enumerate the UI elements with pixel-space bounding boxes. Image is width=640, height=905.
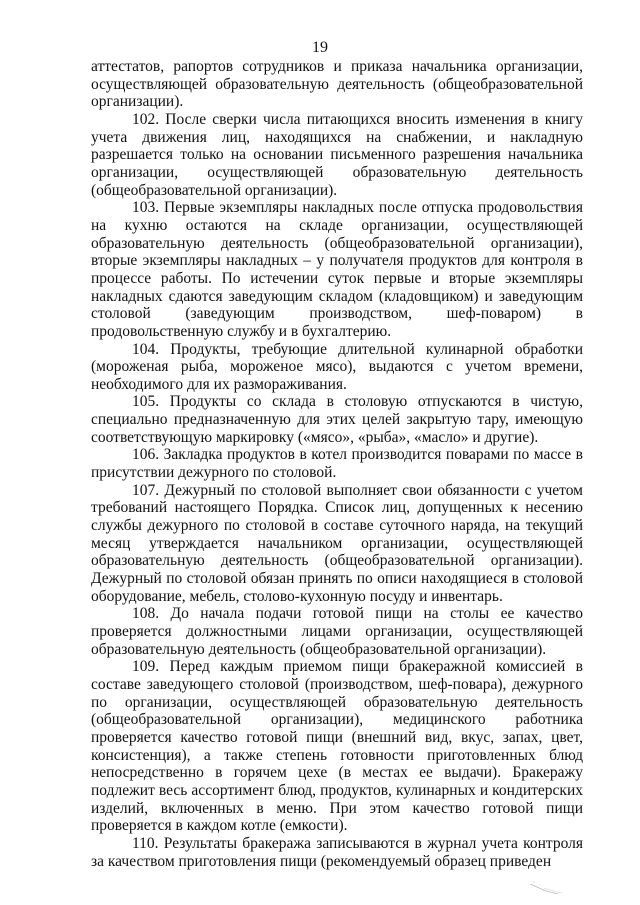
paragraph-continuation: аттестатов, рапортов сотрудников и приказа начальника организации, осуществляющей образовательную деятельность (общеобразовательной организации). [91, 58, 583, 111]
page-number: 19 [312, 39, 328, 56]
paragraph-106: 106. Закладка продуктов в котел производится поварами по массе в присутствии дежурного по столовой. [91, 446, 583, 482]
paragraph-103: 103. Первые экземпляры накладных после отпуска продовольствия на кухню остаются на складе организации, осуществляющей образовательную деятельность (общеобразовательной организации), вторые экземпляры накладных – у получателя продуктов для контроля в процессе работы. По истечении суток первые и вторые экземпляры накладных сдаются заведующим складом (кладовщиком) и заведующим столовой (заведующим производством, шеф-поваром) в продовольственную службу и в бухгалтерию. [91, 199, 583, 340]
scan-artifact-mark [528, 878, 568, 898]
paragraph-110: 110. Результаты бракеража записываются в журнал учета контроля за качеством приготовления пищи (рекомендуемый образец приведен [91, 834, 583, 870]
paragraph-104: 104. Продукты, требующие длительной кулинарной обработки (мороженая рыба, мороженое мясо), выдаются с учетом времени, необходимого для их размораживания. [91, 340, 583, 393]
body-text [91, 58, 583, 870]
paragraph-102: 102. После сверки числа питающихся вносить изменения в книгу учета движения лиц, находящихся на снабжении, и накладную разрешается только на основании письменного разрешения начальника организации, осуществляющей образовательную деятельность (общеобразовательной организации). [91, 110, 583, 199]
paragraph-105: 105. Продукты со склада в столовую отпускаются в чистую, специально предназначенную для этих целей закрытую тару, имеющую соответствующую маркировку («мясо», «рыба», «масло» и другие). [91, 393, 583, 446]
paragraph-109: 109. Перед каждым приемом пищи бракеражной комиссией в составе заведующего столовой (производством, шеф-повара), дежурного по организации, осуществляющей образовательную деятельность (общеобразовательной организации), медицинского работника проверяется качество готовой пищи (внешний вид, вкус, запах, цвет, консистенция), а также степень готовности приготовленных блюд непосредственно в горячем цехе (в местах ее выдачи). Бракеражу подлежит весь ассортимент блюд, продуктов, кулинарных и кондитерских изделий, включенных в меню. При этом качество готовой пищи проверяется в каждом котле (емкости). [91, 658, 583, 835]
paragraph-107: 107. Дежурный по столовой выполняет свои обязанности с учетом требований настоящего Порядка. Список лиц, допущенных к несению службы дежурного по столовой в составе суточного наряда, на текущий месяц утверждается начальником организации, осуществляющей образовательную деятельность (общеобразовательной организации). Дежурный по столовой обязан принять по описи находящиеся в столовой оборудование, мебель, столово-кухонную посуду и инвентарь. [91, 481, 583, 605]
paragraph-108: 108. До начала подачи готовой пищи на столы ее качество проверяется должностными лицами организации, осуществляющей образовательную деятельность (общеобразовательной организации). [91, 605, 583, 658]
